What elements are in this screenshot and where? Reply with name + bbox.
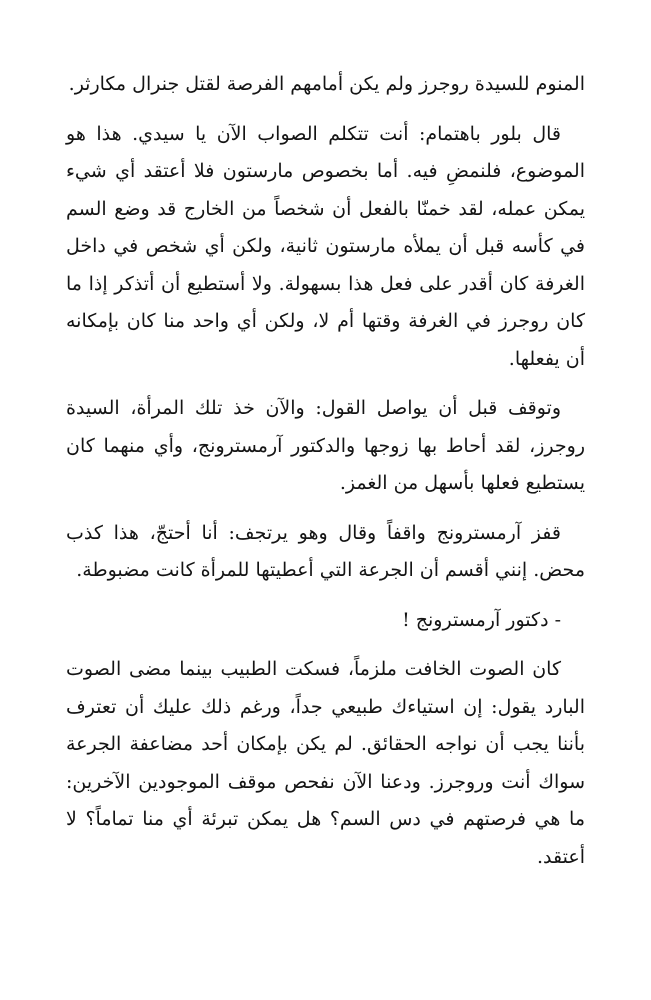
paragraph-2: قال بلور باهتمام: أنت تتكلم الصواب الآن يا سيدي. هذا هو الموضوع، فلنمضِ فيه. أما بخصوص مارستون فلا أعتقد أي شيء يمكن عمله، لقد خمنّا بالفعل أن شخصاً من الخارج قد وضع السم في كأسه قبل أن يملأه مارستون ثانية، ولكن أي شخص في داخل الغرفة كان أقدر على فعل هذا بسهولة. ولا أستطيع أن أتذكر إذا ما كان روجرز في الغرفة وقتها أم لا، ولكن أي واحد منا كان بإمكانه أن يفعلها. xyxy=(66,122,585,370)
page-text xyxy=(66,66,585,876)
paragraph-4: قفز آرمسترونج واقفاً وقال وهو يرتجف: أنا أحتجّ، هذا كذب محض. إنني أقسم أن الجرعة التي أعطيتها للمرأة كانت مضبوطة. xyxy=(66,521,585,581)
paragraph-1: المنوم للسيدة روجرز ولم يكن أمامهم الفرصة لقتل جنرال مكارثر. xyxy=(68,73,585,95)
paragraph-3: وتوقف قبل أن يواصل القول: والآن خذ تلك المرأة، السيدة روجرز، لقد أحاط بها زوجها والدكتور آرمسترونج، وأي منهما كان يستطيع فعلها بأسهل من الغمز. xyxy=(66,397,585,494)
paragraph-6: كان الصوت الخافت ملزماً، فسكت الطبيب بينما مضى الصوت البارد يقول: إن استياءك طبيعي جداً، ورغم ذلك عليك أن تعترف بأننا يجب أن نواجه الحقائق. لم يكن بإمكان أحد مضاعفة الجرعة سواك أنت وروجرز. ودعنا الآن نفحص موقف الموجودين الآخرين: ما هي فرصتهم في دس السم؟ هل يمكن تبرئة أي منا تماماً؟ لا أعتقد. xyxy=(66,658,585,868)
paragraph-5: - دكتور آرمسترونج ! xyxy=(402,608,561,631)
